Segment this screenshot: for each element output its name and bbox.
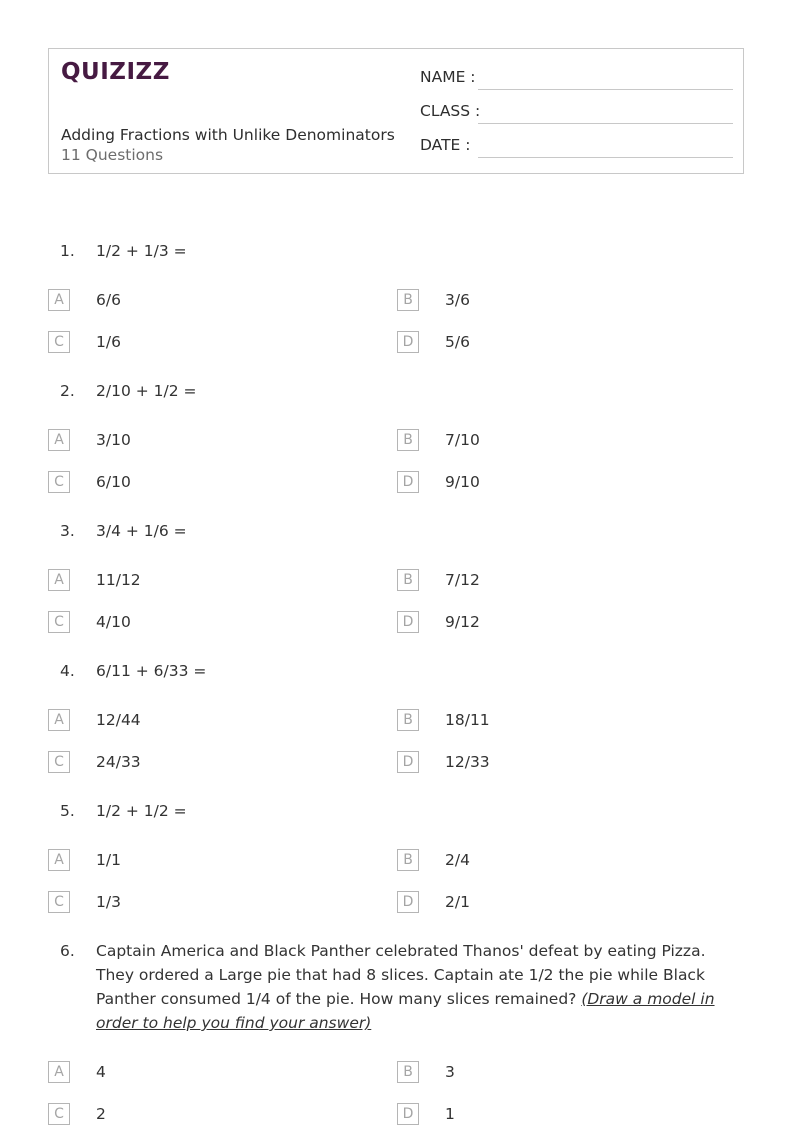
option-d-box[interactable]: D: [397, 751, 419, 773]
option-c-box[interactable]: C: [48, 1103, 70, 1125]
question-number: 6.: [60, 942, 75, 960]
option-d-box[interactable]: D: [397, 331, 419, 353]
option-a-box[interactable]: A: [48, 289, 70, 311]
option-a-box[interactable]: A: [48, 709, 70, 731]
name-field[interactable]: [478, 89, 733, 90]
option-c-box[interactable]: C: [48, 471, 70, 493]
option-b-text: 3/6: [445, 291, 470, 309]
question-text: 6/11 + 6/33 =: [96, 662, 207, 680]
option-a-box[interactable]: A: [48, 1061, 70, 1083]
option-c-box[interactable]: C: [48, 611, 70, 633]
option-a-box[interactable]: A: [48, 849, 70, 871]
option-c-text: 6/10: [96, 473, 131, 491]
option-b-box[interactable]: B: [397, 1061, 419, 1083]
name-label: NAME :: [420, 68, 476, 86]
option-d-text: 9/12: [445, 613, 480, 631]
option-a-box[interactable]: A: [48, 429, 70, 451]
option-c-box[interactable]: C: [48, 891, 70, 913]
option-b-box[interactable]: B: [397, 289, 419, 311]
question-number: 4.: [60, 662, 75, 680]
question-number: 2.: [60, 382, 75, 400]
date-label: DATE :: [420, 136, 471, 154]
option-b-box[interactable]: B: [397, 569, 419, 591]
option-b-text: 7/10: [445, 431, 480, 449]
option-c-text: 24/33: [96, 753, 141, 771]
question-text: Captain America and Black Panther celebrated Thanos' defeat by eating Pizza. They ordered a Large pie that had 8 slices. Captain ate 1/2 the pie while Black Panther consumed 1/4 of the pie. How many slices remained?: [96, 942, 706, 1008]
question-text: 1/2 + 1/3 =: [96, 242, 187, 260]
option-a-text: 12/44: [96, 711, 141, 729]
option-a-text: 1/1: [96, 851, 121, 869]
option-b-box[interactable]: B: [397, 429, 419, 451]
option-d-box[interactable]: D: [397, 471, 419, 493]
question-count: 11 Questions: [61, 146, 164, 164]
option-a-text: 6/6: [96, 291, 121, 309]
option-d-box[interactable]: D: [397, 1103, 419, 1125]
quizizz-logo: QUIZIZZ: [61, 59, 170, 85]
option-a-text: 4: [96, 1063, 106, 1081]
option-b-text: 2/4: [445, 851, 470, 869]
option-d-box[interactable]: D: [397, 611, 419, 633]
option-b-text: 7/12: [445, 571, 480, 589]
option-b-text: 18/11: [445, 711, 490, 729]
option-d-text: 5/6: [445, 333, 470, 351]
option-c-text: 4/10: [96, 613, 131, 631]
class-label: CLASS :: [420, 102, 481, 120]
question-text-block: [96, 939, 736, 1035]
option-a-box[interactable]: A: [48, 569, 70, 591]
question-text: 2/10 + 1/2 =: [96, 382, 197, 400]
option-c-box[interactable]: C: [48, 331, 70, 353]
option-c-text: 2: [96, 1105, 106, 1123]
date-field[interactable]: [478, 157, 733, 158]
worksheet-title: Adding Fractions with Unlike Denominators: [61, 126, 395, 144]
question-text: 1/2 + 1/2 =: [96, 802, 187, 820]
option-c-box[interactable]: C: [48, 751, 70, 773]
question-hint: (Draw a model in order to help you find your answer): [96, 990, 715, 1032]
question-number: 3.: [60, 522, 75, 540]
option-d-text: 9/10: [445, 473, 480, 491]
option-d-text: 12/33: [445, 753, 490, 771]
class-field[interactable]: [478, 123, 733, 124]
option-c-text: 1/6: [96, 333, 121, 351]
question-number: 1.: [60, 242, 75, 260]
option-d-text: 1: [445, 1105, 455, 1123]
question-text: 3/4 + 1/6 =: [96, 522, 187, 540]
option-c-text: 1/3: [96, 893, 121, 911]
option-b-text: 3: [445, 1063, 455, 1081]
worksheet-header: [48, 48, 744, 174]
option-a-text: 3/10: [96, 431, 131, 449]
option-d-box[interactable]: D: [397, 891, 419, 913]
option-b-box[interactable]: B: [397, 709, 419, 731]
option-a-text: 11/12: [96, 571, 141, 589]
option-b-box[interactable]: B: [397, 849, 419, 871]
question-number: 5.: [60, 802, 75, 820]
option-d-text: 2/1: [445, 893, 470, 911]
